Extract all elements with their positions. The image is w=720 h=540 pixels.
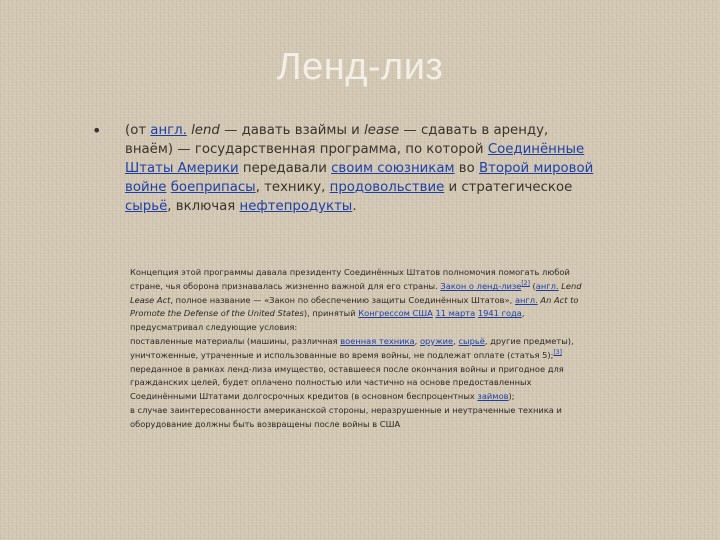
reference-2-link[interactable]: [2] xyxy=(521,280,530,288)
act-short-name: Lend Lease Act xyxy=(130,280,582,305)
loans-link[interactable]: займов xyxy=(477,391,509,402)
detail-paragraph-condition-1 xyxy=(130,335,592,363)
lend-lease-law-link[interactable]: Закон о ленд-лизе xyxy=(440,280,522,291)
detail-text-segment: поставленные материалы (машины, различная xyxy=(130,335,341,346)
usa-link[interactable]: Соединённые Штаты Америки xyxy=(125,142,585,176)
date-link[interactable]: 11 марта xyxy=(435,308,476,319)
main-text-segment: передавали xyxy=(238,161,332,176)
english-language-link[interactable]: англ. xyxy=(514,294,538,305)
weapons-link[interactable]: оружие xyxy=(419,335,454,346)
detail-text-segment: ); xyxy=(508,391,515,402)
raw-materials-link[interactable]: сырьё xyxy=(458,335,485,346)
main-text-segment: , технику, xyxy=(255,180,330,195)
congress-link[interactable]: Конгрессом США xyxy=(358,308,433,319)
ammunition-link[interactable]: боеприпасы xyxy=(170,180,256,195)
detail-text-segment: , полное название — «Закон по обеспечению защиты Соединённых Штатов», xyxy=(170,294,515,305)
detail-text-segment: переданное в рамках ленд-лиза имущество, оставшееся после окончания войны и пригодное для гражданских целей, будет оплачено полностью или частично на основе предоставленных Соединёнными Штатами долгосрочных кредитов (в основном беспроцентных xyxy=(130,363,564,402)
main-text-segment: . xyxy=(352,199,357,214)
year-link[interactable]: 1941 года xyxy=(477,308,522,319)
detail-text-segment: ), принятый xyxy=(303,308,359,319)
petroleum-link[interactable]: нефтепродукты xyxy=(239,199,353,214)
detail-paragraph-condition-2 xyxy=(130,363,592,404)
main-text-segment: — давать взаймы и xyxy=(219,123,365,138)
ww2-link[interactable]: Второй мировой войне xyxy=(125,161,594,195)
detail-text-segment: ( xyxy=(529,280,536,291)
detail-text-segment: , xyxy=(414,335,420,346)
main-text-segment: , включая xyxy=(167,199,240,214)
reference-3-link[interactable]: [3] xyxy=(553,349,562,357)
main-text-segment: — сдавать в аренду, внаём) — государственная программа, по которой xyxy=(125,123,549,157)
english-language-link[interactable]: англ. xyxy=(150,123,187,138)
bullet-marker: • xyxy=(92,121,102,140)
military-equipment-link[interactable]: военная техника xyxy=(340,335,415,346)
raw-materials-link[interactable]: сырьё xyxy=(125,199,168,214)
detail-text-segment: , предусматривал следующие условия: xyxy=(130,308,525,333)
act-full-name: An Act to Promote the Defense of the United States xyxy=(130,294,579,319)
food-link[interactable]: продовольствие xyxy=(329,180,445,195)
term-lease: lease xyxy=(364,123,400,138)
detail-paragraph-concept xyxy=(130,266,592,335)
main-text-segment: и стратегическое xyxy=(444,180,573,195)
detail-text-segment: Концепция этой программы давала президенту Соединённых Штатов полномочия помогать любой стране, чья оборона признавалась жизненно важной для его страны. xyxy=(130,267,570,291)
detail-paragraph-condition-3: в случае заинтересованности американской стороны, неразрушенные и неутраченные техника и оборудование должны быть возвращены после войны в США xyxy=(130,404,562,429)
main-bullet-text xyxy=(125,121,595,216)
detail-text-segment: , xyxy=(453,335,459,346)
detail-text-block xyxy=(130,266,592,432)
term-lend: lend xyxy=(191,123,220,138)
english-language-link[interactable]: англ. xyxy=(535,280,559,291)
main-text-segment: во xyxy=(454,161,479,176)
allies-link[interactable]: своим союзникам xyxy=(331,161,455,176)
main-text-segment: (от xyxy=(125,123,151,138)
detail-text-segment: , другие предметы), уничтоженные, утраченные и использованные во время войны, не подлежат оплате (статья 5); xyxy=(130,335,574,360)
slide-title: Ленд-лиз xyxy=(276,46,444,88)
